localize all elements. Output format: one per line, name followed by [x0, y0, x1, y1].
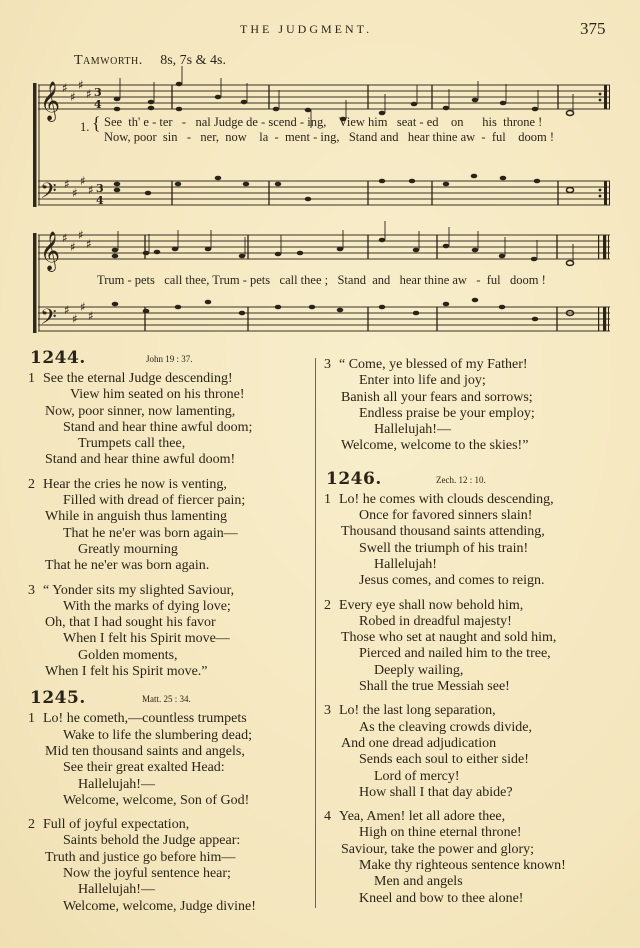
verse-line: Full of joyful expectation,	[43, 817, 190, 833]
verse-line: Hallelujah!—	[78, 882, 155, 898]
verse-line: And one dread adjudication	[341, 735, 497, 751]
verse-line: Hallelujah!	[374, 556, 437, 572]
stanza-number: 3	[324, 703, 331, 719]
verse-line: Every eye shall now behold him,	[339, 597, 524, 613]
system-2-bass-staff	[38, 307, 610, 331]
verse-line: Deeply wailing,	[374, 662, 464, 678]
verse-line: High on thine eternal throne!	[359, 825, 522, 841]
svg-text:♯: ♯	[78, 228, 84, 242]
system-1-bass-staff	[38, 181, 610, 205]
stanza-number: 3	[28, 582, 35, 598]
svg-text:♯: ♯	[62, 231, 68, 245]
tune-name: Tamworth.	[74, 53, 143, 68]
tune-meter: 8s, 7s & 4s.	[160, 53, 226, 68]
verse-line: Truth and justice go before him—	[45, 849, 236, 865]
verse-line: Make thy righteous sentence known!	[359, 858, 566, 874]
svg-text:𝄞: 𝄞	[40, 231, 61, 271]
verse-line: That he ne'er was born again.	[45, 558, 210, 574]
scripture-reference: John 19 : 37.	[146, 354, 193, 364]
verse-line: Men and angels	[374, 874, 463, 890]
verse-line: Enter into life and joy;	[359, 373, 486, 389]
stanza	[28, 711, 308, 809]
verse-line: Lo! he cometh,—countless trumpets	[43, 711, 247, 727]
verse-line: Golden moments,	[78, 647, 178, 663]
svg-text:𝄢: 𝄢	[40, 305, 57, 335]
svg-text:3: 3	[94, 86, 102, 99]
svg-text:4: 4	[94, 98, 102, 111]
svg-text:♯: ♯	[80, 174, 86, 188]
verse-line: Kneel and bow to thee alone!	[359, 890, 524, 906]
verse-line: See their great exalted Head:	[63, 760, 225, 776]
svg-text:𝄞: 𝄞	[40, 81, 61, 121]
verse-line: When I felt his Spirit move.”	[45, 664, 208, 680]
hymn-1244	[28, 348, 308, 680]
verse-line: Saints behold the Judge appear:	[63, 833, 241, 849]
svg-text:♯: ♯	[72, 186, 78, 200]
hymn-1246	[324, 469, 624, 907]
verse-line: Thousand thousand saints attending,	[341, 524, 545, 540]
svg-text:4: 4	[96, 194, 104, 207]
verse-line: That he ne'er was born again—	[63, 525, 238, 541]
verse-line: Once for favored sinners slain!	[359, 508, 533, 524]
verse-line: Saviour, take the power and glory;	[341, 841, 535, 857]
scripture-reference: Matt. 25 : 34.	[142, 694, 191, 705]
verse-line: Welcome, welcome, Son of God!	[63, 792, 250, 808]
stanza	[324, 492, 624, 590]
verse-line: Oh, that I had sought his favor	[45, 615, 216, 631]
verse-line: Hear the cries he now is venting,	[43, 476, 227, 492]
page-number: 375	[580, 19, 606, 38]
verse-line: Endless praise be your employ;	[359, 405, 535, 421]
svg-text:♯: ♯	[78, 78, 84, 92]
stanza-number: 2	[324, 597, 331, 613]
verse-line: Wake to life the slumbering dead;	[63, 727, 252, 743]
running-title: THE JUDGMENT.	[240, 22, 373, 36]
svg-text:♯: ♯	[86, 87, 92, 101]
svg-text:♯: ♯	[64, 303, 70, 317]
stanza	[28, 817, 308, 915]
verse-number: 1.	[80, 120, 90, 134]
verse-line: Lo! he comes with clouds descending,	[339, 491, 554, 507]
stanza	[324, 598, 624, 696]
verse-line: Trumpets call thee,	[78, 436, 186, 452]
verse-line: Those who set at naught and sold him,	[341, 630, 557, 646]
verse-line: Sends each soul to either side!	[359, 752, 529, 768]
right-column	[324, 357, 624, 915]
stanza-number: 1	[28, 711, 35, 727]
stanza-number: 1	[28, 371, 35, 386]
lyric-line-refrain: Trum - pets call thee, Trum - pets call thee ; Stand and hear thine aw - ful doom !	[97, 273, 546, 287]
scripture-reference: Zech. 12 : 10.	[436, 474, 486, 485]
left-column	[28, 348, 308, 923]
verse-line: Swell the triumph of his train!	[359, 540, 529, 556]
verse-line: Lord of mercy!	[374, 768, 460, 784]
verse-line: How shall I that day abide?	[359, 784, 513, 800]
svg-text:♯: ♯	[88, 183, 94, 197]
lyric-brace-left: {	[92, 113, 101, 133]
svg-text:♯: ♯	[86, 237, 92, 251]
verse-line: Welcome, welcome to the skies!”	[341, 438, 529, 454]
verse-line: Shall the true Messiah see!	[359, 679, 510, 695]
stanza-1245-3	[324, 357, 624, 455]
verse-line: Welcome, welcome, Judge divine!	[63, 898, 256, 914]
verse-line: Yea, Amen! let all adore thee,	[339, 809, 506, 825]
verse-line: Greatly mourning	[78, 541, 178, 557]
verse-line: Filled with dread of fiercer pain;	[63, 493, 246, 509]
stanza-number: 1	[324, 491, 331, 507]
svg-text:♯: ♯	[64, 177, 70, 191]
music-score	[0, 0, 640, 345]
verse-line: Hallelujah!—	[374, 422, 451, 438]
lyric-line-1: See th' e - ter - nal Judge de - scend - ing, View him seat - ed on his throne !	[104, 115, 543, 129]
verse-line: Robed in dreadful majesty!	[359, 613, 512, 629]
verse-line: Now the joyful sentence hear;	[63, 866, 231, 882]
verse-line: While in anguish thus lamenting	[45, 509, 227, 525]
verse-line: As the cleaving crowds divide,	[359, 719, 533, 735]
stanza	[324, 809, 624, 907]
stanza	[28, 583, 308, 681]
verse-line: Hallelujah!—	[78, 776, 155, 792]
verse-line: When I felt his Spirit move—	[63, 631, 230, 647]
verse-line: “ Yonder sits my slighted Saviour,	[43, 582, 235, 598]
verse-line: Banish all your fears and sorrows;	[341, 389, 533, 405]
verse-line: Lo! the last long separation,	[339, 703, 496, 719]
stanza-number: 2	[28, 476, 35, 492]
svg-text:♯: ♯	[88, 309, 94, 323]
verse-line: Stand and hear thine awful doom;	[63, 419, 253, 435]
verse-line: Pierced and nailed him to the tree,	[359, 646, 551, 662]
stanza-number: 2	[28, 817, 35, 833]
stanza-number: 3	[324, 357, 331, 372]
svg-text:♯: ♯	[70, 240, 76, 254]
svg-text:♯: ♯	[80, 300, 86, 314]
hymn-number: 1246.	[326, 468, 382, 489]
stanza	[28, 477, 308, 575]
stanza-number: 4	[324, 809, 331, 825]
svg-text:𝄢: 𝄢	[40, 179, 57, 209]
hymn-number: 1245.	[30, 688, 86, 709]
system-2-treble-staff	[38, 235, 610, 259]
hymn-1245	[28, 688, 308, 915]
hymn-number: 1244.	[30, 348, 86, 368]
stanza	[28, 371, 308, 469]
verse-line: “ Come, ye blessed of my Father!	[339, 357, 528, 372]
svg-text:♯: ♯	[70, 90, 76, 104]
svg-text:♯: ♯	[62, 81, 68, 95]
stanza	[324, 703, 624, 801]
svg-text:♯: ♯	[72, 312, 78, 326]
svg-text:3: 3	[96, 182, 104, 195]
system-1-treble-staff	[38, 85, 610, 109]
verse-line: With the marks of dying love;	[63, 598, 231, 614]
column-divider	[315, 358, 316, 908]
verse-line: View him seated on his throne!	[70, 387, 245, 403]
verse-line: Now, poor sinner, now lamenting,	[45, 403, 236, 419]
verse-line: Stand and hear thine awful doom!	[45, 452, 236, 468]
verse-line: Mid ten thousand saints and angels,	[45, 743, 245, 759]
lyric-line-2: Now, poor sin - ner, now la - ment - ing, Stand and hear thine aw - ful doom !	[104, 130, 554, 144]
verse-line: Jesus comes, and comes to reign.	[359, 573, 545, 589]
verse-line: See the eternal Judge descending!	[43, 371, 233, 386]
